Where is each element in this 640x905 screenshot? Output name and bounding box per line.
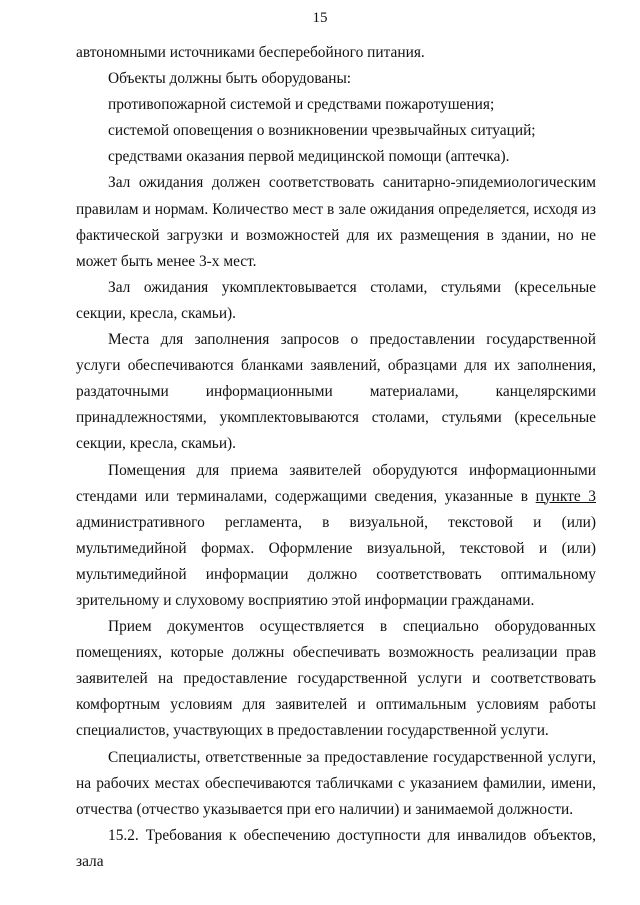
paragraph-specialists: Специалисты, ответственные за предоставление государственной услуги, на рабочих местах обеспечиваются табличками с указанием фамилии, имени, отчества (отчество указывается при его наличии) и занимаемой должности. [76,748,596,818]
paragraph-info-stands [76,458,596,615]
paragraph-power-sources: автономными источниками бесперебойного питания. [76,44,425,61]
paragraph-request-places: Места для заполнения запросов о предоставлении государственной услуги обеспечиваются бланками заявлений, образцами для их заполнения, раздаточными информационными материалами, канцелярскими принадлежностями, укомплектовываются столами, стульями (кресельные секции, кресла, скамьи). [76,331,596,453]
list-item-fire-system: противопожарной системой и средствами пожаротушения; [108,96,495,114]
paragraph-waiting-hall: Зал ожидания должен соответствовать санитарно-эпидемиологическим правилам и нормам. Количество мест в зале ожидания определяется, исходя из фактической загрузки и возможностей для их размещения в здании, но не может быть менее 3-х мест. [76,174,596,270]
list-item-first-aid: средствами оказания первой медицинской помощи (аптечка). [108,148,510,166]
paragraph-equipment-intro: Объекты должны быть оборудованы: [108,70,352,88]
list-item-alert-system: системой оповещения о возникновении чрезвычайных ситуаций; [108,122,536,140]
page-number: 15 [312,10,328,26]
paragraph-document-reception: Прием документов осуществляется в специально оборудованных помещениях, которые должны обеспечивать возможность реализации прав заявителей на предоставление государственной услуги и соответствовать комфортным условиям для заявителей и оптимальным условиям работы специалистов, участвующих в предоставлении государственной услуги. [76,618,596,740]
info-stands-text-start: Помещения для приема заявителей оборудуются информационными стендами или терминалами, содержащими сведения, указанные в [76,461,596,505]
document-body [76,40,596,875]
paragraph-accessibility-heading: 15.2. Требования к обеспечению доступности для инвалидов объектов, зала [76,826,596,870]
point-3-link[interactable]: пункте 3 [535,487,597,505]
paragraph-waiting-hall-furniture: Зал ожидания укомплектовывается столами, стульями (кресельные секции, кресла, скамьи). [76,278,596,322]
info-stands-text-end: административного регламента, в визуальной, текстовой и (или) мультимедийной формах. Оформление визуальной, текстовой и (или) мультимедийной информации должно соответствовать оптимальному зрительному и слуховому восприятию этой информации гражданами. [76,513,596,609]
